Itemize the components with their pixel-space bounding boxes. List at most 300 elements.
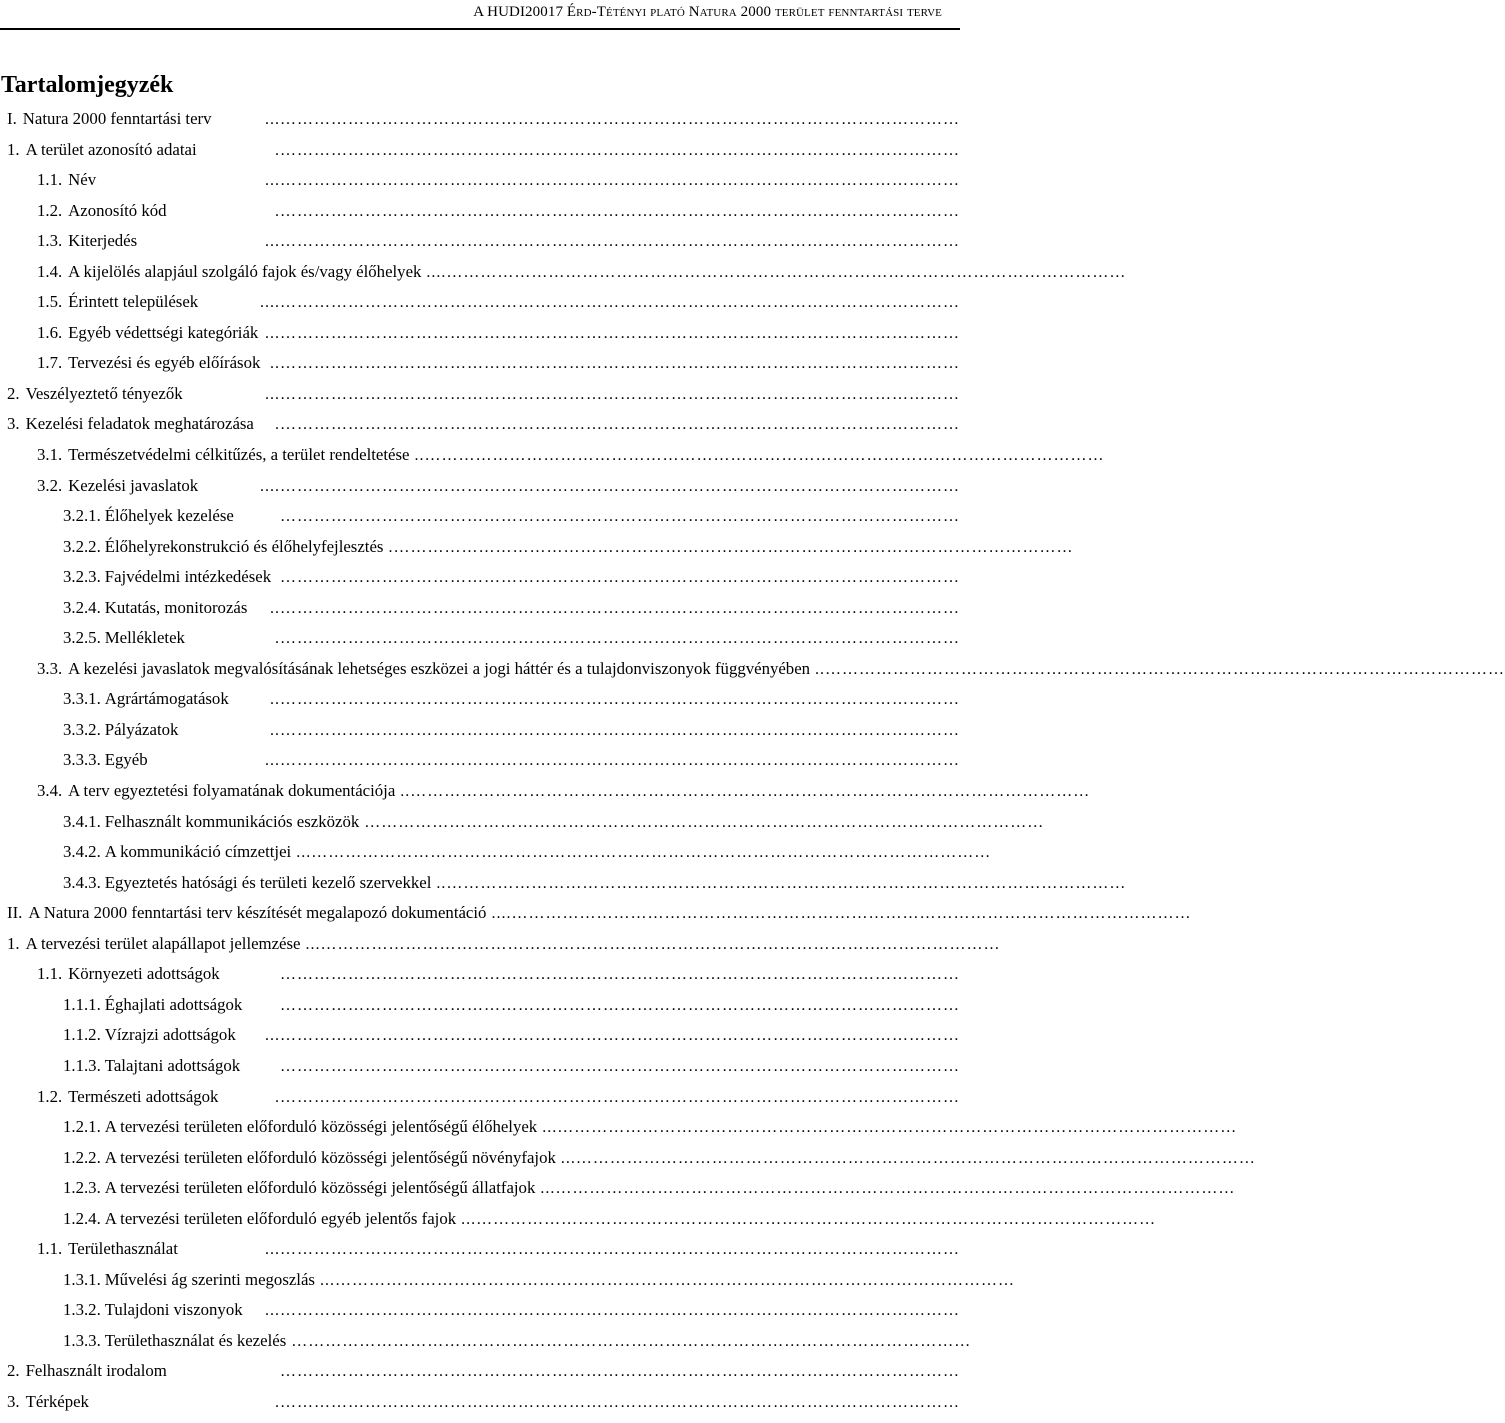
toc-entry-title: Agrártámogatások <box>104 689 229 709</box>
leader-dots: ………………………………………………………………………………………………………… <box>476 1210 1157 1228</box>
toc-entry[interactable] <box>0 964 960 995</box>
leader-dots: ………………………………………………………………………………………………………… <box>557 1119 1238 1137</box>
toc-entry[interactable] <box>0 689 960 720</box>
toc-entry-number: 1.2.3. <box>63 1178 101 1198</box>
toc-entry-number: 1.5. <box>37 292 63 312</box>
leader-dots: ………………………………………………………………………………………………………… <box>280 1057 960 1075</box>
leader-fill <box>234 691 960 709</box>
leader-inner <box>265 325 960 342</box>
toc-entry-title: A tervezési területen előforduló közösségi jelentőségű növényfajok <box>104 1147 556 1167</box>
leader-fill <box>436 875 1126 893</box>
toc-dot-leader <box>436 875 1126 893</box>
leader-inner <box>270 722 960 739</box>
leader-fill <box>183 722 960 740</box>
toc-entry-number: 1.3.2. <box>63 1300 101 1320</box>
toc-entry[interactable] <box>0 292 960 323</box>
toc-entry-number: 1.1.2. <box>63 1025 101 1045</box>
toc-entry-title: A kijelölés alapjául szolgáló fajok és/vagy élőhelyek <box>68 261 422 281</box>
header-divider <box>0 28 960 30</box>
toc-entry[interactable] <box>0 811 1045 843</box>
toc-entry[interactable] <box>0 170 960 201</box>
leader-inner <box>265 752 960 769</box>
toc-entry[interactable] <box>0 414 960 445</box>
toc-entry-title: Természetvédelmi célkitűzés, a terület rendeltetése <box>68 445 410 465</box>
leader-inner <box>265 233 960 250</box>
toc-entry-title: Mellékletek <box>104 628 185 648</box>
toc-entry[interactable] <box>0 231 960 262</box>
toc-dot-leader <box>94 1394 960 1412</box>
leader-fill <box>172 1363 960 1381</box>
leader-fill <box>217 111 960 129</box>
toc-entry-number: 1. <box>7 933 20 953</box>
toc-entry-number: 3.1. <box>37 445 63 465</box>
leader-end: ... <box>265 385 280 403</box>
toc-dot-leader <box>247 997 960 1015</box>
toc-dot-leader <box>245 1058 960 1076</box>
leader-dots: ………………………………………………………………………………………………………… <box>280 1302 960 1320</box>
leader-inner <box>400 783 1090 800</box>
leader-inner <box>306 936 1001 953</box>
toc-dot-leader <box>540 1180 1235 1198</box>
leader-end: .... <box>260 477 280 495</box>
leader-fill <box>426 264 1126 282</box>
toc-dot-leader <box>291 1333 971 1351</box>
leader-end: ... <box>542 1119 558 1137</box>
toc-entry[interactable] <box>0 1239 960 1270</box>
toc-entry[interactable] <box>0 720 960 751</box>
leader-dots: ………………………………………………………………………………………………………… <box>424 447 1105 465</box>
leader-end: . <box>275 416 280 434</box>
toc-entry[interactable] <box>0 1361 960 1392</box>
toc-dot-leader <box>225 966 960 984</box>
leader-dots: ………………………………………………………………………………………………………… <box>280 111 960 128</box>
toc-entry-title: Kutatás, monitorozás <box>104 597 248 617</box>
toc-entry[interactable] <box>0 1025 960 1056</box>
toc-entry-number: 1.1. <box>37 170 63 190</box>
toc-entry[interactable] <box>0 1300 960 1331</box>
leader-dots: ………………………………………………………………………………………………………… <box>280 721 960 739</box>
toc-dot-leader <box>296 844 991 862</box>
toc-entry-number: 3.4.2. <box>63 842 101 862</box>
toc-entry-number: 3.4. <box>37 781 63 801</box>
toc-entry[interactable] <box>0 445 1105 476</box>
toc-entry-number: 1.1. <box>37 1239 63 1259</box>
toc-dot-leader <box>203 294 960 312</box>
toc-entry-number: 1.4. <box>37 261 63 281</box>
toc-entry-number: 3.2. <box>37 475 63 495</box>
toc-entry-title: Veszélyeztető tényezők <box>25 383 183 403</box>
toc-entry[interactable] <box>0 933 1001 965</box>
leader-fill <box>291 1333 971 1351</box>
leader-inner <box>260 478 960 495</box>
leader-fill <box>561 1150 1256 1168</box>
leader-end: ... <box>265 1302 280 1320</box>
leader-inner <box>260 294 960 311</box>
leader-end: ... <box>265 111 280 128</box>
toc-entry-number: 3.2.4. <box>63 597 101 617</box>
toc-entry-number: 2. <box>7 383 20 403</box>
toc-dot-leader <box>234 691 960 709</box>
toc-entry-number: 3.2.3. <box>63 567 101 587</box>
running-header: A HUDI20017 Érd-Tétényi plató Natura 2000 terület fenntartási terve <box>473 4 942 20</box>
leader-inner <box>280 1363 960 1380</box>
toc-entry-title: Tulajdoni viszonyok <box>104 1300 243 1320</box>
toc-entry-title: A tervezési területen előforduló közösségi jelentőségű állatfajok <box>104 1178 536 1198</box>
toc-dot-leader <box>815 661 1505 679</box>
toc-entry[interactable] <box>0 506 960 537</box>
toc-entry-number: 1.2.1. <box>63 1117 101 1137</box>
toc-entry-title: A tervezési terület alapállapot jellemzése <box>25 933 301 953</box>
leader-end: . <box>275 630 280 648</box>
leader-end: ... <box>319 1271 335 1289</box>
leader-dots: ………………………………………………………………………………………………………… <box>280 691 960 709</box>
leader-dots: ………………………………………………………………………………………………………… <box>280 966 960 984</box>
toc-entry-title: Fajvédelmi intézkedések <box>104 567 272 587</box>
leader-dots: ………………………………………………………………………………………………………… <box>364 813 1045 831</box>
toc-entry[interactable] <box>0 140 960 171</box>
toc-entry-number: 3.3.1. <box>63 689 101 709</box>
toc-dot-leader <box>183 1241 960 1259</box>
toc-entry-number: 3.4.1. <box>63 811 101 831</box>
toc-entry-title: Pályázatok <box>104 719 179 739</box>
leader-inner <box>320 1272 1015 1289</box>
leader-dots: ………………………………………………………………………………………………………… <box>280 996 960 1014</box>
toc-entry-title: Területhasználat és kezelés <box>104 1330 287 1350</box>
toc-entry-title: Kezelési javaslatok <box>68 475 199 495</box>
leader-dots: ………………………………………………………………………………………………………… <box>280 324 960 342</box>
toc-entry[interactable] <box>0 384 960 415</box>
leader-fill <box>461 1211 1156 1229</box>
toc-dot-leader <box>561 1150 1256 1168</box>
toc-dot-leader <box>252 600 960 618</box>
toc-entry-number: 3.3. <box>37 658 63 678</box>
toc-entry[interactable] <box>0 750 960 781</box>
leader-fill <box>259 416 960 434</box>
leader-fill <box>153 752 960 770</box>
toc-entry[interactable] <box>0 536 1074 568</box>
toc-dot-leader <box>400 783 1090 801</box>
toc-entry-title: Kiterjedés <box>68 231 138 251</box>
toc-dot-leader <box>276 569 960 587</box>
leader-fill <box>388 539 1073 557</box>
toc-entry-number: 3.3.2. <box>63 719 101 739</box>
toc-entry-number: I. <box>7 109 17 128</box>
leader-inner <box>388 539 1073 556</box>
leader-fill <box>540 1180 1235 1198</box>
leader-inner <box>265 386 960 403</box>
toc-entry-number: 1.3. <box>37 231 63 251</box>
toc-entry-number: 1.2.4. <box>63 1208 101 1228</box>
leader-inner <box>275 630 960 647</box>
toc-entry-number: 2. <box>7 1361 20 1381</box>
leader-inner <box>414 447 1104 464</box>
leader-fill <box>252 600 960 618</box>
toc-entry-title: Vízrajzi adottságok <box>104 1025 236 1045</box>
leader-fill <box>203 478 960 496</box>
toc-dot-leader <box>426 264 1126 282</box>
toc-dot-leader <box>414 447 1104 465</box>
toc-dot-leader <box>263 325 960 343</box>
leader-fill <box>94 1394 960 1412</box>
toc-entry[interactable] <box>0 842 992 873</box>
toc-entry-title: Érintett települések <box>68 292 199 312</box>
leader-inner <box>275 142 960 159</box>
toc-entry-title: Egyeztetés hatósági és területi kezelő szervekkel <box>104 872 432 892</box>
leader-end: . <box>388 538 394 556</box>
toc-entry-title: Azonosító kód <box>68 200 167 220</box>
toc-entry[interactable] <box>0 995 960 1026</box>
toc-entry-number: 1.3.3. <box>63 1330 101 1350</box>
toc-dot-leader <box>172 203 960 221</box>
leader-inner <box>815 661 1505 678</box>
toc-entry-title: Felhasznált irodalom <box>25 1361 167 1381</box>
leader-inner <box>426 264 1126 281</box>
leader-end: ... <box>296 844 312 862</box>
toc-entry[interactable] <box>0 1330 972 1362</box>
leader-dots: ………………………………………………………………………………………………………… <box>280 1241 960 1259</box>
toc-dot-leader <box>101 172 960 190</box>
leader-end: . <box>275 1393 280 1411</box>
toc-entry-number: 1.6. <box>37 322 63 342</box>
toc-dot-leader <box>388 539 1073 557</box>
leader-dots: ………………………………………………………………………………………………………… <box>280 1027 960 1045</box>
toc-entry-number: 1.1.1. <box>63 994 101 1014</box>
table-of-contents <box>0 109 1505 1423</box>
leader-inner <box>491 905 1191 922</box>
toc-entry[interactable] <box>0 1147 1256 1179</box>
leader-inner <box>280 1058 960 1075</box>
leader-end: ... <box>265 752 280 770</box>
toc-entry-title: A terület azonosító adatai <box>25 139 197 159</box>
toc-entry[interactable] <box>0 353 960 384</box>
leader-dots: ………………………………………………………………………………………………………… <box>291 1332 972 1350</box>
toc-dot-leader <box>190 630 960 648</box>
leader-dots: ………………………………………………………………………………………………………… <box>320 935 1001 953</box>
toc-entry-number: II. <box>7 903 23 923</box>
leader-inner <box>296 844 991 861</box>
toc-dot-leader <box>202 142 960 160</box>
toc-entry[interactable] <box>0 1178 1236 1209</box>
leader-inner <box>265 111 960 128</box>
toc-entry-title: Tervezési és egyéb előírások <box>68 353 261 373</box>
toc-dot-leader <box>203 478 960 496</box>
leader-dots: ………………………………………………………………………………………………………… <box>280 355 960 373</box>
toc-entry-number: 3. <box>7 1391 20 1411</box>
toc-entry-number: 1.3.1. <box>63 1269 101 1289</box>
toc-entry-title: Környezeti adottságok <box>68 964 220 984</box>
toc-entry[interactable] <box>0 201 960 232</box>
leader-inner <box>364 814 1044 831</box>
page-title: Tartalomjegyzék <box>1 72 174 98</box>
leader-dots: ………………………………………………………………………………………………………… <box>280 630 960 648</box>
leader-fill <box>364 814 1044 832</box>
leader-fill <box>296 844 991 862</box>
toc-entry-number: 3.2.5. <box>63 628 101 648</box>
toc-entry[interactable] <box>0 781 1091 812</box>
leader-inner <box>265 1241 960 1258</box>
leader-dots: ………………………………………………………………………………………………………… <box>280 477 960 495</box>
toc-dot-leader <box>239 508 960 526</box>
leader-dots: ………………………………………………………………………………………………………… <box>410 783 1091 801</box>
toc-entry[interactable] <box>0 1269 1015 1301</box>
toc-entry-title: Területhasználat <box>68 1239 178 1259</box>
leader-dots: ………………………………………………………………………………………………………… <box>311 844 992 862</box>
toc-entry-title: Felhasznált kommunikációs eszközök <box>104 811 360 831</box>
toc-entry-number: 1.2.2. <box>63 1147 101 1167</box>
toc-dot-leader <box>217 111 960 129</box>
leader-inner <box>280 508 960 525</box>
leader-dots: ………………………………………………………………………………………………………… <box>280 385 960 403</box>
toc-entry[interactable] <box>0 567 960 598</box>
leader-fill <box>400 783 1090 801</box>
toc-entry-title: Élőhelyek kezelése <box>104 506 234 526</box>
toc-dot-leader <box>248 1302 960 1320</box>
leader-fill <box>276 569 960 587</box>
toc-entry-title: Egyéb védettségi kategóriák <box>68 322 259 342</box>
leader-end: ... <box>540 1180 556 1198</box>
toc-entry[interactable] <box>0 872 1127 904</box>
leader-dots: ………………………………………………………………………………………………………… <box>446 874 1127 892</box>
leader-dots: ………………………………………………………………………………………………………… <box>280 1088 960 1106</box>
toc-entry-title: A Natura 2000 fenntartási terv készítését megalapozó dokumentáció <box>28 903 487 923</box>
leader-inner <box>275 416 960 433</box>
toc-entry-title: Egyéb <box>104 750 148 770</box>
leader-dots: ………………………………………………………………………………………………………… <box>280 233 960 251</box>
toc-entry[interactable] <box>0 903 1192 934</box>
toc-entry-title: Természeti adottságok <box>68 1086 219 1106</box>
leader-end: ... <box>265 1241 280 1259</box>
leader-end: .. <box>815 660 826 678</box>
leader-inner <box>436 875 1126 892</box>
toc-entry-number: 1.1. <box>37 964 63 984</box>
toc-entry-title: A kommunikáció címzettjei <box>104 842 292 862</box>
leader-inner <box>275 1394 960 1411</box>
toc-entry[interactable] <box>0 628 960 659</box>
leader-fill <box>172 203 960 221</box>
leader-fill <box>190 630 960 648</box>
toc-entry[interactable] <box>0 1208 1157 1240</box>
leader-end: .. <box>270 691 280 709</box>
toc-dot-leader <box>461 1211 1156 1229</box>
toc-entry-title: Éghajlati adottságok <box>104 994 243 1014</box>
leader-end: .. <box>400 783 411 801</box>
leader-dots: ………………………………………………………………………………………………………… <box>280 752 960 770</box>
leader-inner <box>280 966 960 983</box>
toc-dot-leader <box>491 905 1191 923</box>
leader-dots: ………………………………………………………………………………………………………… <box>575 1149 1256 1167</box>
leader-inner <box>461 1211 1156 1228</box>
toc-dot-leader <box>223 1089 960 1107</box>
leader-fill <box>241 1027 960 1045</box>
leader-dots: ………………………………………………………………………………………………………… <box>280 294 960 312</box>
toc-entry[interactable] <box>0 1117 1238 1148</box>
leader-end: .. <box>436 874 447 892</box>
toc-entry-title: Natura 2000 fenntartási terv <box>22 109 212 128</box>
leader-fill <box>183 1241 960 1259</box>
leader-dots: ………………………………………………………………………………………………………… <box>280 1363 960 1381</box>
toc-entry-number: 3.2.1. <box>63 506 101 526</box>
leader-end: ... <box>265 324 280 342</box>
toc-entry[interactable] <box>0 476 960 507</box>
leader-end: .. <box>270 355 280 373</box>
leader-inner <box>542 1119 1237 1136</box>
leader-fill <box>320 1272 1015 1290</box>
leader-fill <box>265 355 960 373</box>
leader-end: .. <box>414 447 425 465</box>
toc-entry-number: 1.2. <box>37 200 63 220</box>
toc-entry-title: Művelési ág szerinti megoszlás <box>104 1269 315 1289</box>
toc-entry[interactable] <box>0 1056 960 1087</box>
toc-entry-number: 3.4.3. <box>63 872 101 892</box>
leader-fill <box>815 661 1505 679</box>
toc-entry-number: 1. <box>7 139 20 159</box>
leader-inner <box>275 1089 960 1106</box>
leader-inner <box>291 1333 971 1350</box>
toc-dot-leader <box>320 1272 1015 1290</box>
leader-fill <box>491 905 1191 923</box>
leader-fill <box>239 508 960 526</box>
leader-dots: ………………………………………………………………………………………………………… <box>280 202 960 220</box>
toc-entry[interactable] <box>0 261 1127 293</box>
leader-dots: ………………………………………………………………………………………………………… <box>280 172 960 190</box>
toc-entry-number: 1.1.3. <box>63 1055 101 1075</box>
toc-dot-leader <box>142 233 960 251</box>
leader-end: ... <box>265 1027 280 1045</box>
leader-dots: ………………………………………………………………………………………………………… <box>555 1180 1236 1198</box>
toc-entry[interactable] <box>0 1392 960 1423</box>
leader-end: ... <box>305 935 321 953</box>
leader-inner <box>540 1180 1235 1197</box>
leader-inner <box>280 997 960 1014</box>
leader-end: ... <box>560 1149 576 1167</box>
toc-entry[interactable] <box>0 109 960 140</box>
toc-entry-title: Élőhelyrekonstrukció és élőhelyfejlesztés <box>104 536 384 556</box>
leader-dots: ………………………………………………………………………………………………………… <box>511 905 1192 923</box>
toc-entry-title: A kezelési javaslatok megvalósításának lehetséges eszközei a jogi háttér és a tulajdonviszonyok függvényében <box>68 658 811 678</box>
leader-end: . <box>275 1088 280 1106</box>
leader-fill <box>248 1302 960 1320</box>
toc-entry-title: Név <box>68 170 97 190</box>
leader-end: . <box>275 202 280 220</box>
toc-entry[interactable] <box>0 658 1505 690</box>
toc-entry[interactable] <box>0 1087 960 1118</box>
toc-dot-leader <box>241 1027 960 1045</box>
toc-entry-number: 1.7. <box>37 353 63 373</box>
leader-inner <box>265 1027 960 1044</box>
toc-dot-leader <box>259 416 960 434</box>
leader-inner <box>280 569 960 586</box>
toc-dot-leader <box>172 1363 960 1381</box>
toc-dot-leader <box>183 722 960 740</box>
toc-dot-leader <box>188 386 960 404</box>
toc-entry[interactable] <box>0 598 960 629</box>
leader-inner <box>270 600 960 617</box>
leader-fill <box>202 142 960 160</box>
leader-dots: ………………………………………………………………………………………………………… <box>280 599 960 617</box>
leader-inner <box>265 1302 960 1319</box>
leader-fill <box>142 233 960 251</box>
toc-dot-leader <box>306 936 1001 954</box>
leader-fill <box>223 1089 960 1107</box>
toc-entry-title: Kezelési feladatok meghatározása <box>25 414 254 434</box>
leader-fill <box>414 447 1104 465</box>
leader-dots: ………………………………………………………………………………………………………… <box>446 263 1127 281</box>
toc-entry-title: A terv egyeztetési folyamatának dokumentációja <box>68 781 396 801</box>
toc-entry[interactable] <box>0 323 960 354</box>
leader-end: . <box>275 141 280 159</box>
toc-entry-number: 1.2. <box>37 1086 63 1106</box>
leader-inner <box>265 172 960 189</box>
